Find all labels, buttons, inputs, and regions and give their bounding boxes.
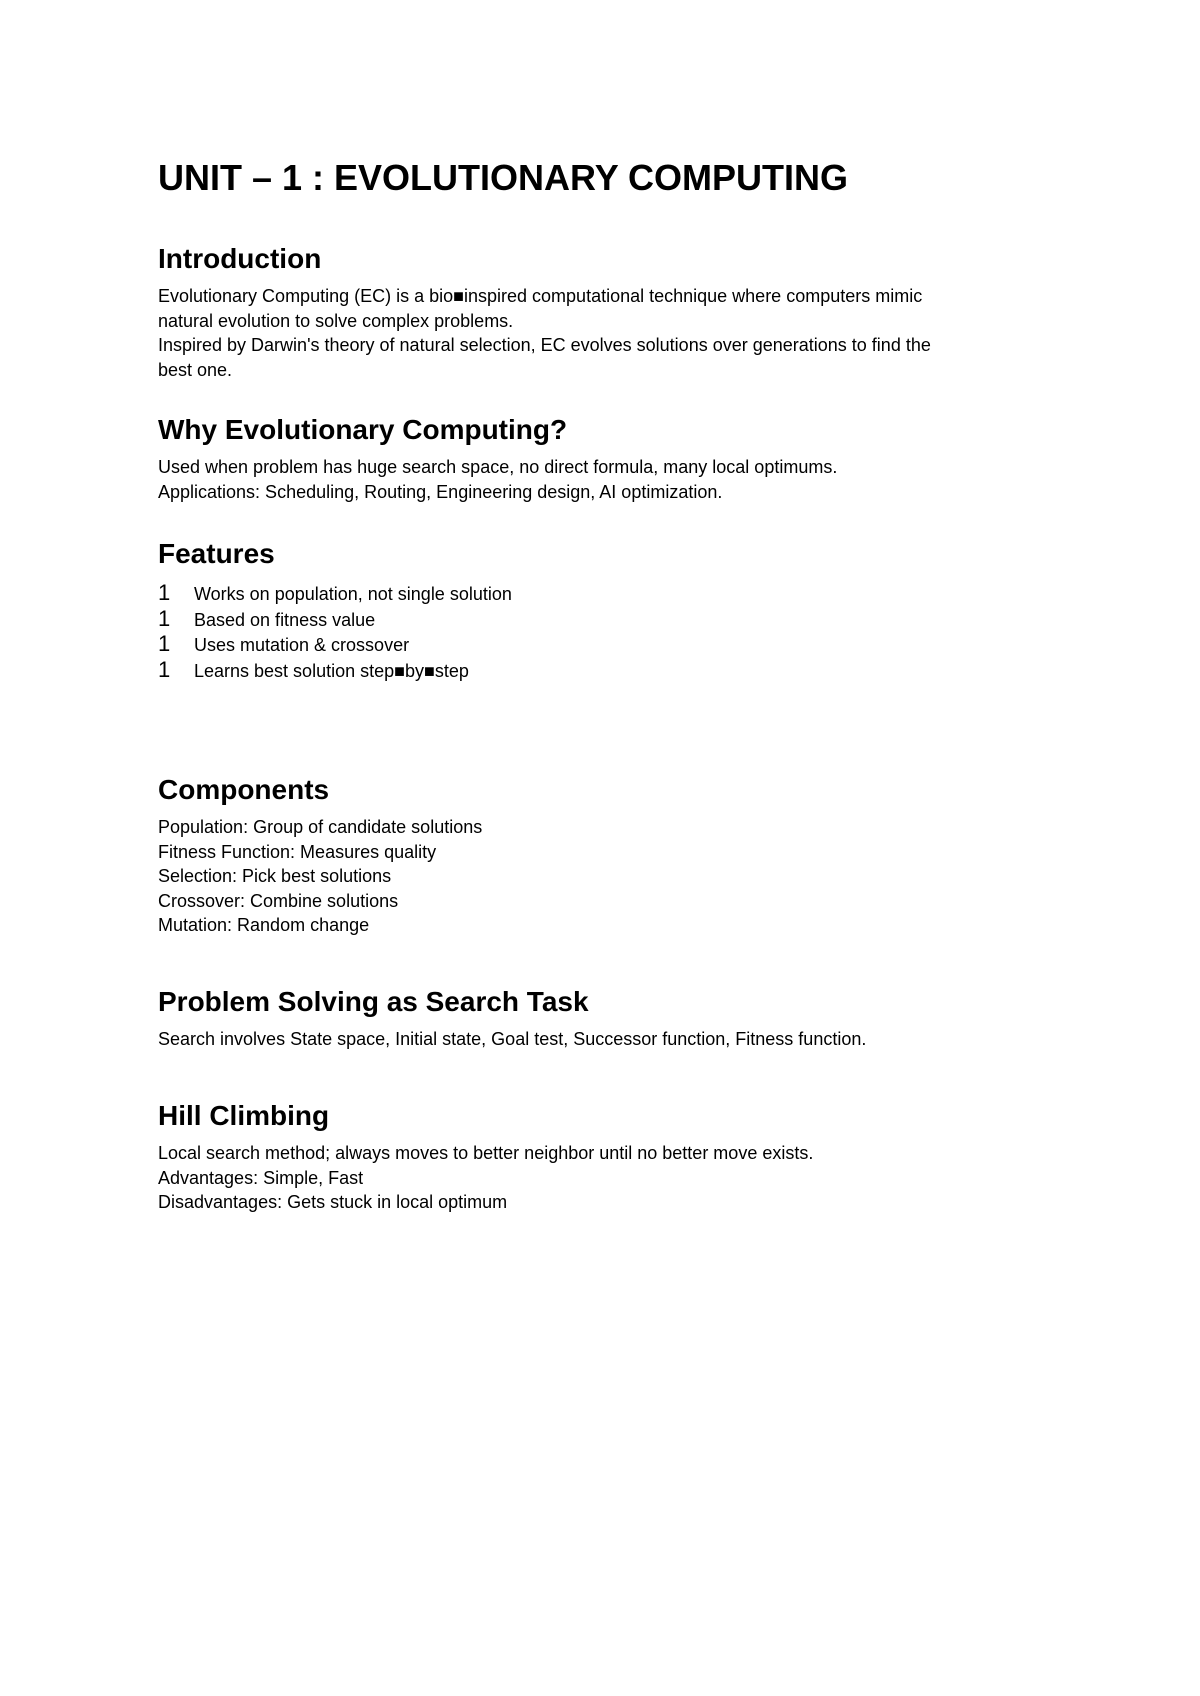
hill-climbing-line: Local search method; always moves to better neighbor until no better move exists. bbox=[158, 1143, 814, 1163]
search-body bbox=[158, 1027, 1058, 1052]
feature-marker: 1 bbox=[158, 656, 171, 682]
feature-marker: 1 bbox=[158, 631, 171, 656]
introduction-line: Inspired by Darwin's theory of natural selection, EC evolves solutions over generations to find the bbox=[158, 335, 931, 355]
feature-marker: 1 bbox=[158, 580, 171, 605]
why-body bbox=[158, 455, 1058, 504]
feature-item bbox=[158, 632, 1058, 658]
components-heading: Components bbox=[158, 774, 330, 805]
feature-item bbox=[158, 607, 1058, 633]
introduction-body bbox=[158, 284, 1058, 382]
feature-text: Based on fitness value bbox=[194, 609, 376, 630]
component-line: Crossover: Combine solutions bbox=[158, 890, 399, 911]
why-heading: Why Evolutionary Computing? bbox=[158, 414, 568, 445]
component-line: Fitness Function: Measures quality bbox=[158, 841, 437, 862]
components-body bbox=[158, 815, 1058, 938]
component-line: Mutation: Random change bbox=[158, 915, 370, 935]
search-line: Search involves State space, Initial state, Goal test, Successor function, Fitness function. bbox=[158, 1029, 867, 1049]
component-line: Population: Group of candidate solutions bbox=[158, 817, 483, 837]
feature-text: Works on population, not single solution bbox=[194, 584, 512, 604]
search-heading: Problem Solving as Search Task bbox=[158, 986, 589, 1017]
why-line: Applications: Scheduling, Routing, Engineering design, AI optimization. bbox=[158, 481, 723, 502]
features-heading: Features bbox=[158, 538, 275, 569]
feature-text: Uses mutation & crossover bbox=[194, 635, 410, 655]
hill-climbing-heading: Hill Climbing bbox=[158, 1100, 330, 1131]
feature-marker: 1 bbox=[158, 605, 171, 631]
introduction-line: natural evolution to solve complex problems. bbox=[158, 310, 514, 331]
hill-climbing-body bbox=[158, 1141, 1058, 1215]
hill-climbing-line: Disadvantages: Gets stuck in local optimum bbox=[158, 1192, 508, 1212]
feature-text: Learns best solution step■by■step bbox=[194, 660, 469, 681]
feature-item bbox=[158, 658, 1058, 684]
document-page bbox=[158, 0, 1058, 1696]
introduction-line: Evolutionary Computing (EC) is a bio■inspired computational technique where computers mimic bbox=[158, 286, 923, 306]
introduction-line: best one. bbox=[158, 359, 233, 380]
features-list bbox=[158, 581, 1058, 683]
document-title: UNIT – 1 : EVOLUTIONARY COMPUTING bbox=[158, 157, 849, 198]
introduction-heading: Introduction bbox=[158, 243, 322, 274]
feature-item bbox=[158, 581, 1058, 607]
why-line: Used when problem has huge search space, no direct formula, many local optimums. bbox=[158, 457, 838, 477]
component-line: Selection: Pick best solutions bbox=[158, 866, 392, 886]
hill-climbing-line: Advantages: Simple, Fast bbox=[158, 1167, 364, 1188]
